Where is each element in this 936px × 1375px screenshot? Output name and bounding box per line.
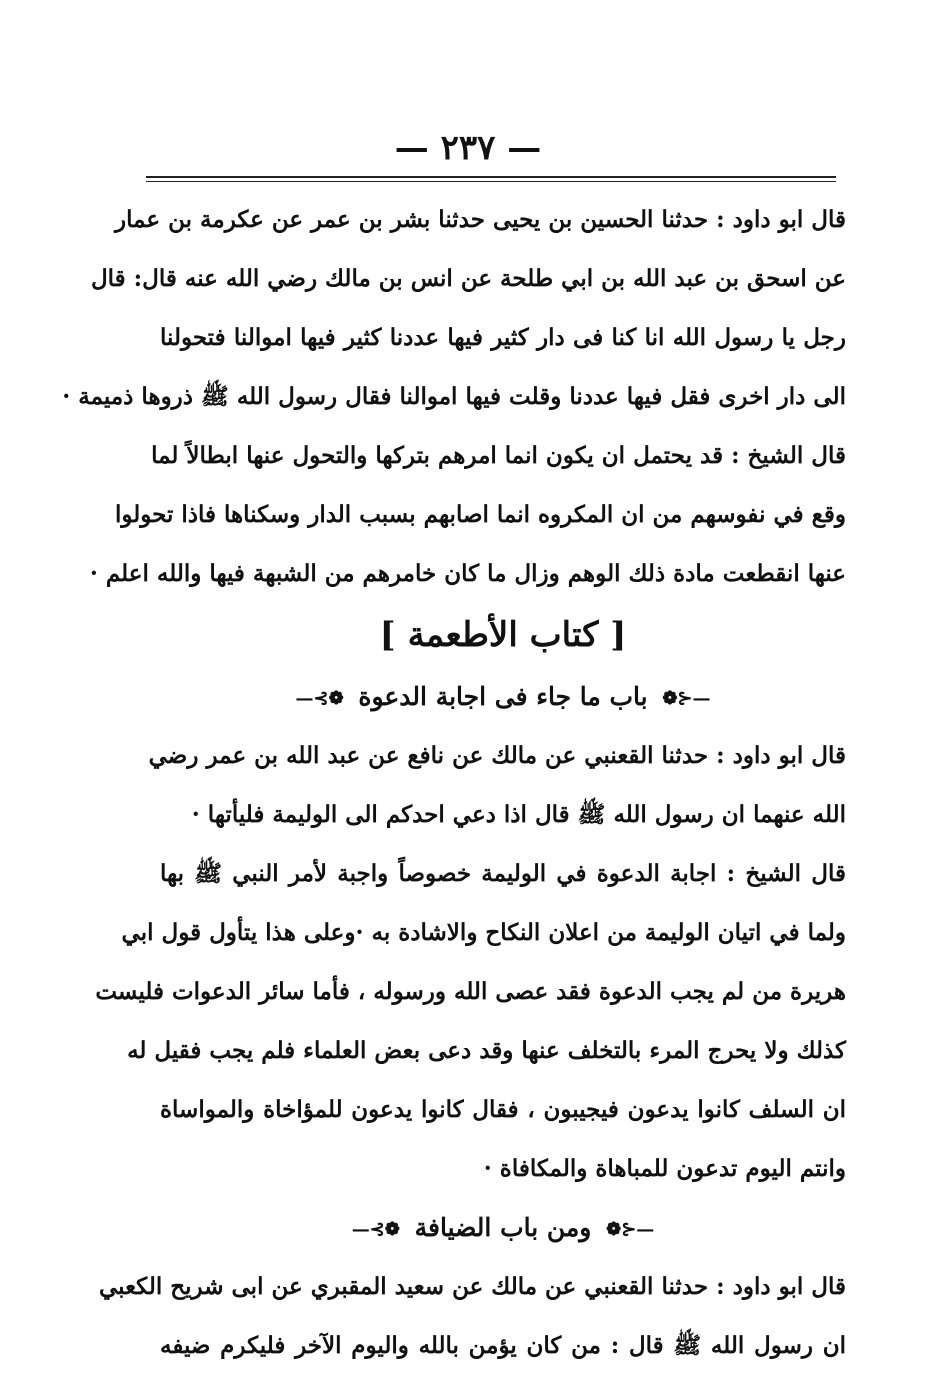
text-line: عن اسحق بن عبد الله بن ابي طلحة عن انس بن مالك رضي الله عنه قال: قال bbox=[90, 265, 846, 292]
text-line: ان السلف كانوا يدعون فيجيبون ، فقال كانوا يدعون للمؤاخاة والمواساة bbox=[160, 1096, 846, 1123]
header-rule bbox=[146, 176, 836, 178]
text-line: هريرة من لم يجب الدعوة فقد عصى الله ورسوله ، فأما سائر الدعوات فليست bbox=[95, 978, 846, 1005]
body-text bbox=[62, 190, 846, 1375]
text-line: قال ابو داود : حدثنا القعنبي عن مالك عن سعيد المقبري عن ابى شريح الكعبي bbox=[98, 1273, 846, 1300]
text-line: قال الشيخ : اجابة الدعوة في الوليمة خصوصاً واجبة لأمر النبي ﷺ بها bbox=[160, 860, 846, 887]
text-line: وانتم اليوم تدعون للمباهاة والمكافاة · bbox=[483, 1155, 846, 1182]
text-line: عنها انقطعت مادة ذلك الوهم وزال ما كان خامرهم من الشبهة فيها والله اعلم · bbox=[89, 560, 846, 587]
ornament-icon: —⊰❁ bbox=[606, 1219, 655, 1240]
text-line: رجل يا رسول الله انا كنا فى دار كثير فيها عددنا كثير فيها اموالنا فتحولنا bbox=[160, 324, 846, 351]
text-line: الى دار اخرى فقل فيها عددنا وقلت فيها اموالنا فقال رسول الله ﷺ ذروها ذميمة · bbox=[62, 383, 846, 410]
text-line: قال الشيخ : قد يحتمل ان يكون انما امرهم بتركها والتحول عنها ابطالاً لما bbox=[151, 442, 846, 469]
chapter-title: باب ما جاء فى اجابة الدعوة bbox=[358, 682, 648, 711]
ornament-icon: —⊰❁ bbox=[662, 688, 711, 709]
chapter-title: ومن باب الضيافة bbox=[414, 1213, 592, 1242]
text-line: وقع في نفوسهم من ان المكروه انما اصابهم بسبب الدار وسكناها فاذا تحولوا bbox=[114, 501, 846, 528]
text-line: قال ابو داود : حدثنا الحسين بن يحيى حدثنا بشر بن عمر عن عكرمة بن عمار bbox=[114, 206, 846, 233]
ornament-icon: ❁⊱— bbox=[295, 688, 344, 709]
text-line: كذلك ولا يحرج المرء بالتخلف عنها وقد دعى بعض العلماء فلم يجب فقيل له bbox=[127, 1037, 846, 1064]
text-line: الله عنهما ان رسول الله ﷺ قال اذا دعي احدكم الى الوليمة فليأتها · bbox=[191, 801, 846, 828]
header-rule-thin bbox=[146, 181, 836, 182]
page-number: — ٢٣٧ — bbox=[394, 128, 542, 168]
text-line: ولما في اتيان الوليمة من اعلان النكاح والاشادة به ·وعلى هذا يتأول قول ابي bbox=[121, 919, 846, 946]
chapter-heading-hospitality bbox=[160, 1198, 846, 1257]
text-line: قال ابو داود : حدثنا القعنبي عن مالك عن نافع عن عبد الله بن عمر رضي bbox=[148, 742, 846, 769]
text-line: ان رسول الله ﷺ قال : من كان يؤمن بالله واليوم الآخر فليكرم ضيفه bbox=[160, 1332, 846, 1359]
book-title: [ كتاب الأطعمة ] bbox=[379, 615, 627, 655]
chapter-heading-walima bbox=[160, 667, 846, 726]
ornament-icon: ❁⊱— bbox=[351, 1219, 400, 1240]
